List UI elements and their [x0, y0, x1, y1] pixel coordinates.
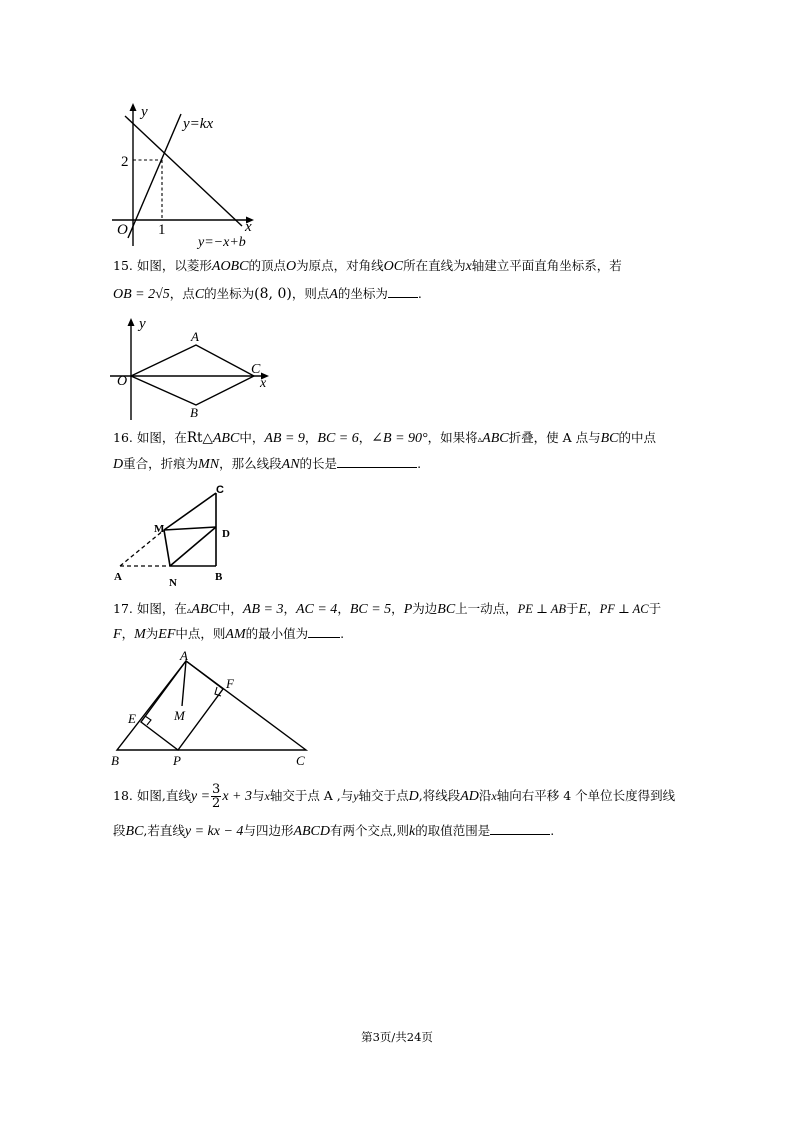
q15-text: 的坐标为 — [204, 286, 255, 301]
q16-var: D — [113, 457, 124, 472]
q16-end: . — [417, 456, 422, 471]
fig16-label-n: N — [169, 577, 177, 589]
q16-line2 — [113, 455, 421, 474]
fig14-origin-label: O — [117, 222, 128, 238]
q15-text: 轴建立平面直角坐标系，若 — [471, 258, 622, 273]
fig17-label-a: A — [180, 648, 188, 663]
q16-triangle-symbol: ▵ — [477, 435, 483, 445]
q16-var: ABC — [212, 431, 240, 446]
fig17-right-angle-e — [145, 716, 151, 725]
q15-number: 15. — [113, 258, 133, 273]
q15-line2 — [113, 285, 422, 304]
q18-var: D — [408, 789, 419, 804]
q17-text: ， — [587, 601, 600, 616]
fig17-label-c: C — [296, 753, 305, 768]
fig14-x-label: x — [245, 219, 252, 235]
q16-math: ∠B = 90° — [371, 431, 428, 446]
q18-text: 轴交于点 A ,与 — [269, 788, 354, 803]
q18-end: . — [550, 823, 555, 838]
q18-var: k — [409, 824, 416, 839]
fig14-line-neg-x-b — [125, 116, 242, 226]
q17-var: EF — [158, 627, 176, 642]
q15-answer-blank — [388, 285, 418, 298]
q18-text: ,若直线 — [143, 823, 185, 838]
q16-math: AB = 9 — [264, 431, 305, 446]
q17-math: AC = 4 — [295, 602, 338, 617]
q17-var: F — [113, 627, 122, 642]
fig17-label-m: M — [174, 708, 185, 723]
figure-linear-functions — [108, 100, 258, 252]
fig14-kx-label: y=kx — [183, 116, 214, 132]
q18-text: ,将线段 — [418, 788, 461, 803]
fig16-dash-am — [120, 530, 164, 566]
q17-text: ， — [121, 626, 135, 641]
fig14-tick-x: 1 — [158, 222, 166, 238]
q17-text: 如图，在 — [136, 601, 187, 616]
q18-line2 — [113, 822, 554, 841]
fig17-label-p: P — [173, 753, 181, 768]
q18-text: 的取值范围是 — [415, 823, 491, 838]
q16-text: 中， — [239, 430, 265, 445]
q18-math: y = — [190, 789, 211, 804]
q16-text: ， — [358, 430, 372, 445]
q15-var: AOBC — [211, 259, 249, 274]
q18-var: x — [491, 789, 497, 803]
q17-math: AB = 3 — [242, 602, 284, 617]
q18-math: y = kx − 4 — [184, 824, 244, 839]
q16-var: ABC — [482, 431, 509, 446]
q15-coordinate: (8, 0) — [254, 286, 292, 302]
q17-var: P — [403, 602, 413, 617]
fig16-label-m: M — [154, 523, 165, 535]
q18-line1 — [113, 783, 675, 810]
q15-text: ，点 — [169, 286, 195, 301]
q15-text: ，则点 — [291, 286, 330, 301]
fig17-label-f: F — [226, 676, 234, 691]
q16-number: 16. — [113, 430, 133, 445]
q16-var: AN — [281, 457, 300, 472]
q17-text: ， — [391, 601, 404, 616]
q15-var: C — [194, 287, 205, 302]
q16-text: ，如果将 — [427, 430, 478, 445]
fig14-y-arrow — [130, 103, 137, 111]
fig16-line-nd — [170, 527, 216, 566]
q16-text: 折叠，使 A 点与 — [508, 430, 601, 445]
q17-text: 为边 — [412, 601, 438, 616]
q18-fraction-den: 2 — [212, 796, 221, 811]
fig15-y-arrow — [128, 318, 135, 326]
q17-end: . — [340, 626, 345, 641]
q16-text: ， — [304, 430, 318, 445]
q17-var: E — [578, 602, 588, 617]
q15-text: 的顶点 — [248, 258, 286, 273]
q18-var: ABCD — [293, 824, 331, 839]
fig16-line-mc — [164, 493, 216, 530]
fig16-label-b: B — [215, 571, 223, 583]
q17-text: 于 — [648, 601, 662, 616]
q18-text: 与四边形 — [243, 823, 294, 838]
fig17-label-b: B — [111, 753, 119, 768]
q18-text: 与 — [251, 788, 265, 803]
q17-var: BC — [437, 602, 456, 617]
fig15-y-label: y — [139, 316, 146, 332]
fig17-line-am — [182, 661, 186, 706]
q16-text: 的长是 — [299, 456, 338, 471]
fig15-label-c: C — [251, 362, 261, 377]
fig15-label-a: A — [191, 329, 199, 344]
q15-math-ob: OB = 2√5 — [113, 287, 170, 302]
q16-answer-blank — [337, 455, 417, 468]
q15-var: OC — [383, 259, 404, 274]
q18-var: AD — [460, 789, 479, 804]
fig15-label-o: O — [117, 374, 128, 389]
fig16-label-d: D — [222, 528, 230, 540]
q16-text: ，那么线段 — [219, 456, 282, 471]
fig14-y-label: y — [141, 104, 148, 120]
figure-rhombus — [108, 312, 278, 424]
q15-text: 的坐标为 — [337, 286, 388, 301]
fig16-line-mn — [164, 530, 170, 566]
q16-text: 的中点 — [618, 430, 656, 445]
fig15-label-b: B — [190, 405, 198, 420]
q17-triangle-symbol: ▵ — [186, 606, 192, 616]
q18-fraction — [211, 783, 221, 810]
q18-text: 段 — [113, 823, 126, 838]
q17-math: BC = 5 — [349, 602, 392, 617]
q18-var: y — [353, 789, 359, 803]
fig15-rhombus-shape — [131, 345, 254, 405]
q18-text: 沿 — [478, 788, 492, 803]
q16-var: MN — [198, 457, 220, 472]
fig15-x-label: x — [260, 376, 267, 391]
q17-answer-blank — [308, 625, 340, 638]
q17-line2 — [113, 625, 344, 644]
q16-text: 重合，折痕为 — [123, 456, 199, 471]
q17-var: AM — [225, 627, 246, 642]
q15-line1 — [113, 257, 622, 276]
q18-math: x + 3 — [222, 789, 252, 804]
q17-text: 为 — [145, 626, 159, 641]
q18-var: BC — [125, 824, 144, 839]
q17-line1 — [113, 600, 661, 620]
fig17-label-e: E — [128, 711, 136, 726]
q17-text: 的最小值为 — [245, 626, 309, 641]
q18-answer-blank — [490, 822, 550, 835]
figure-triangle-rectangle — [106, 648, 316, 768]
q17-text: ， — [337, 601, 350, 616]
figure-folded-triangle — [108, 480, 248, 590]
q16-line1 — [113, 429, 656, 449]
fig14-tick-y: 2 — [121, 154, 129, 170]
q17-number: 17. — [113, 601, 133, 616]
q16-var: BC — [600, 431, 619, 446]
q15-var: A — [329, 287, 338, 302]
page-footer: 第3页/共24页 — [361, 1030, 433, 1044]
fig16-label-c: C — [216, 484, 224, 496]
q17-math: PE ⊥ AB — [517, 602, 566, 616]
q17-text: ， — [283, 601, 296, 616]
q17-math: PF ⊥ AC — [599, 602, 649, 616]
q18-text: 轴交于点 — [358, 788, 409, 803]
q15-var: x — [465, 259, 472, 274]
q18-number: 18. — [113, 788, 133, 803]
q17-text: 于 — [566, 601, 579, 616]
q18-text: 有两个交点,则 — [330, 823, 409, 838]
q15-text: 如图，以菱形 — [136, 258, 212, 273]
q17-text: 中， — [217, 601, 243, 616]
q17-text: 上一动点， — [455, 601, 518, 616]
fig16-label-a: A — [114, 571, 122, 583]
q16-math: BC = 6 — [317, 431, 359, 446]
fig14-line2-label: y=−x+b — [198, 235, 246, 250]
q17-text: 中点，则 — [175, 626, 226, 641]
q15-var: O — [285, 259, 297, 274]
q17-var: ABC — [191, 602, 218, 617]
q16-rt: Rt△ — [186, 430, 213, 446]
q18-var: x — [264, 789, 270, 803]
q17-var: M — [134, 627, 146, 642]
q18-text: 轴向右平移 4 个单位长度得到线 — [496, 788, 676, 803]
fig16-line-md — [164, 527, 216, 530]
q15-text: 为原点，对角线 — [296, 258, 384, 273]
q15-text: 所在直线为 — [403, 258, 466, 273]
q18-text: 如图,直线 — [136, 788, 191, 803]
q18-fraction-num: 3 — [212, 782, 221, 797]
q15-end: . — [417, 286, 422, 301]
fig17-right-angle-f — [215, 687, 221, 696]
q16-text: 如图，在 — [136, 430, 187, 445]
